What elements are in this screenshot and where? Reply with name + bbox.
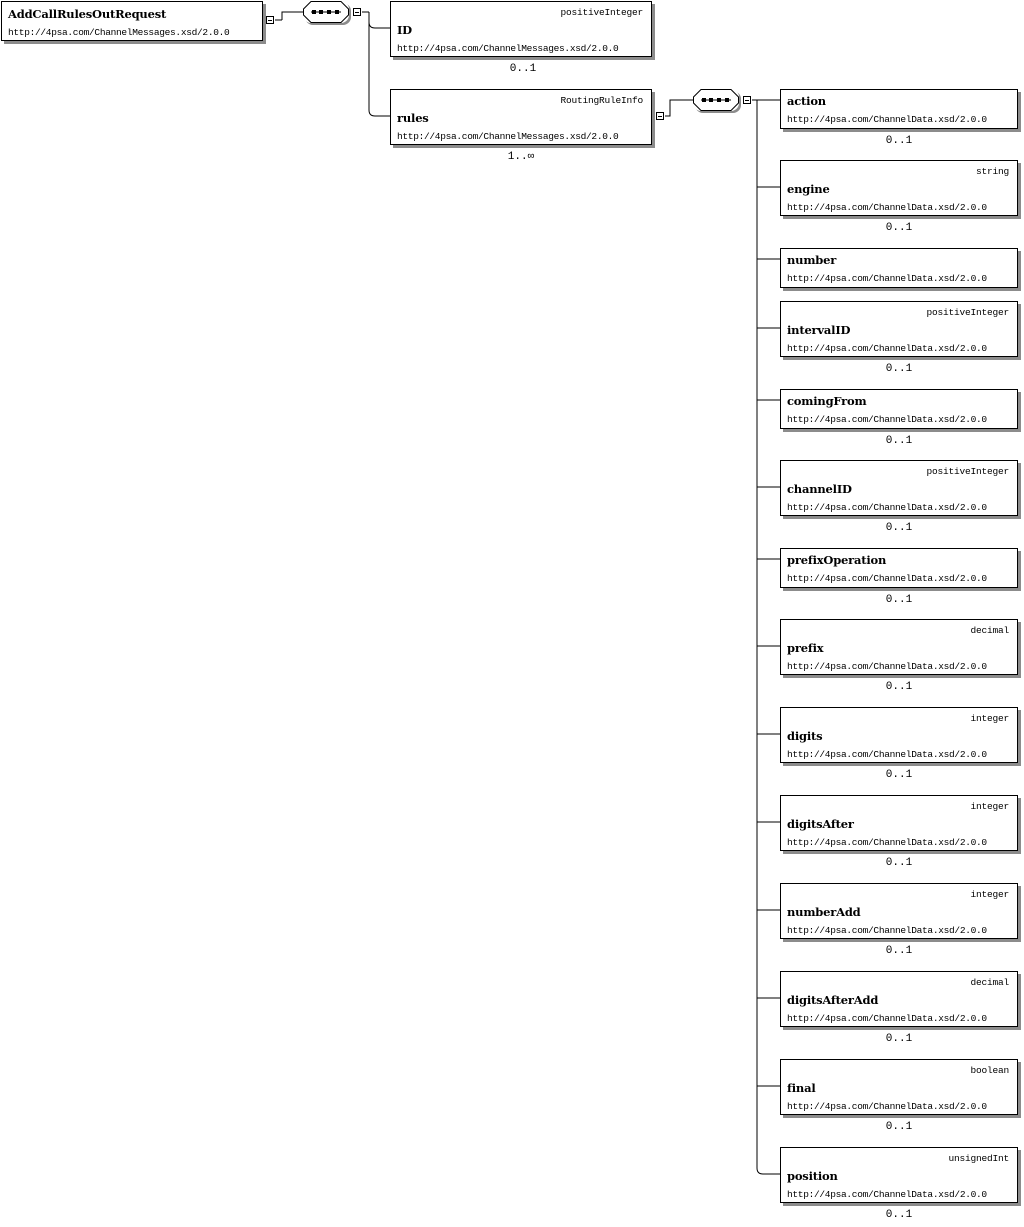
child-element-name: final: [787, 1081, 816, 1095]
child-element-type: boolean: [970, 1065, 1009, 1076]
child-cardinality-action: 0..1: [885, 135, 913, 147]
child-element-name: intervalID: [787, 323, 851, 337]
child-element-namespace: http://4psa.com/ChannelData.xsd/2.0.0: [787, 749, 987, 760]
child-element-digits[interactable]: [780, 707, 1018, 763]
child-element-name: digitsAfterAdd: [787, 993, 879, 1007]
child-element-number[interactable]: [780, 248, 1018, 288]
child-element-type: unsignedInt: [948, 1153, 1009, 1164]
child-element-engine[interactable]: [780, 160, 1018, 216]
child-cardinality-channelID: 0..1: [885, 522, 913, 534]
child-element-namespace: http://4psa.com/ChannelData.xsd/2.0.0: [787, 273, 987, 284]
rules-cardinality: 1..∞: [507, 151, 535, 163]
sequence-collapse-toggle[interactable]: [353, 8, 361, 16]
child-cardinality-engine: 0..1: [885, 222, 913, 234]
child-cardinality-digitsAfterAdd: 0..1: [885, 1033, 913, 1045]
child-element-namespace: http://4psa.com/ChannelData.xsd/2.0.0: [787, 1101, 987, 1112]
child-element-name: digits: [787, 729, 823, 743]
child-cardinality-digits: 0..1: [885, 769, 913, 781]
child-element-channelID[interactable]: [780, 460, 1018, 516]
rules-sequence-collapse-toggle[interactable]: [743, 96, 751, 104]
rules-element-namespace: http://4psa.com/ChannelMessages.xsd/2.0.0: [397, 131, 619, 142]
child-element-prefixOperation[interactable]: [780, 548, 1018, 588]
child-element-name: digitsAfter: [787, 817, 854, 831]
child-cardinality-final: 0..1: [885, 1121, 913, 1133]
child-element-type: decimal: [970, 625, 1009, 636]
child-element-type: positiveInteger: [926, 466, 1009, 477]
child-cardinality-position: 0..1: [885, 1209, 913, 1221]
id-cardinality: 0..1: [509, 63, 537, 75]
child-element-namespace: http://4psa.com/ChannelData.xsd/2.0.0: [787, 925, 987, 936]
child-element-name: action: [787, 94, 826, 108]
rules-element-type: RoutingRuleInfo: [560, 95, 643, 106]
child-cardinality-prefixOperation: 0..1: [885, 594, 913, 606]
child-element-type: positiveInteger: [926, 307, 1009, 318]
child-element-type: integer: [970, 801, 1009, 812]
id-element-type: positiveInteger: [560, 7, 643, 18]
child-element-type: integer: [970, 889, 1009, 900]
child-element-digitsAfter[interactable]: [780, 795, 1018, 851]
child-element-digitsAfterAdd[interactable]: [780, 971, 1018, 1027]
child-element-namespace: http://4psa.com/ChannelData.xsd/2.0.0: [787, 837, 987, 848]
child-element-namespace: http://4psa.com/ChannelData.xsd/2.0.0: [787, 1013, 987, 1024]
child-element-name: channelID: [787, 482, 852, 496]
child-element-namespace: http://4psa.com/ChannelData.xsd/2.0.0: [787, 1189, 987, 1200]
child-element-prefix[interactable]: [780, 619, 1018, 675]
id-element-namespace: http://4psa.com/ChannelMessages.xsd/2.0.0: [397, 43, 619, 54]
child-element-namespace: http://4psa.com/ChannelData.xsd/2.0.0: [787, 114, 987, 125]
child-element-name: position: [787, 1169, 838, 1183]
child-element-type: integer: [970, 713, 1009, 724]
root-element-name: AddCallRulesOutRequest: [8, 7, 167, 21]
child-element-namespace: http://4psa.com/ChannelData.xsd/2.0.0: [787, 414, 987, 425]
child-element-namespace: http://4psa.com/ChannelData.xsd/2.0.0: [787, 502, 987, 513]
child-element-namespace: http://4psa.com/ChannelData.xsd/2.0.0: [787, 343, 987, 354]
id-element-name: ID: [397, 23, 412, 37]
rules-collapse-toggle[interactable]: [656, 112, 664, 120]
child-element-name: comingFrom: [787, 394, 867, 408]
child-element-position[interactable]: [780, 1147, 1018, 1203]
id-element-box[interactable]: [390, 1, 652, 57]
sequence-compositor-icon[interactable]: [303, 1, 349, 23]
child-connector-line: [757, 1168, 780, 1174]
child-element-name: numberAdd: [787, 905, 861, 919]
child-element-namespace: http://4psa.com/ChannelData.xsd/2.0.0: [787, 202, 987, 213]
child-element-name: number: [787, 253, 837, 267]
rules-to-sequence-line: [665, 100, 693, 116]
child-cardinality-prefix: 0..1: [885, 681, 913, 693]
child-cardinality-digitsAfter: 0..1: [885, 857, 913, 869]
child-element-intervalID[interactable]: [780, 301, 1018, 357]
sequence-to-id-line: [369, 12, 390, 28]
child-element-name: engine: [787, 182, 830, 196]
root-collapse-toggle[interactable]: [266, 16, 274, 24]
child-element-type: decimal: [970, 977, 1009, 988]
child-element-namespace: http://4psa.com/ChannelData.xsd/2.0.0: [787, 661, 987, 672]
child-cardinality-comingFrom: 0..1: [885, 435, 913, 447]
child-cardinality-intervalID: 0..1: [885, 363, 913, 375]
rules-element-box[interactable]: [390, 89, 652, 145]
child-element-namespace: http://4psa.com/ChannelData.xsd/2.0.0: [787, 573, 987, 584]
child-element-name: prefix: [787, 641, 824, 655]
child-element-comingFrom[interactable]: [780, 389, 1018, 429]
child-element-numberAdd[interactable]: [780, 883, 1018, 939]
child-element-name: prefixOperation: [787, 553, 887, 567]
child-element-final[interactable]: [780, 1059, 1018, 1115]
child-cardinality-numberAdd: 0..1: [885, 945, 913, 957]
root-to-sequence-line: [282, 12, 303, 20]
root-element-namespace: http://4psa.com/ChannelMessages.xsd/2.0.0: [8, 27, 230, 38]
child-element-type: string: [975, 166, 1009, 177]
rules-element-name: rules: [397, 111, 429, 125]
child-element-action[interactable]: [780, 89, 1018, 129]
rules-sequence-compositor-icon[interactable]: [693, 89, 739, 111]
root-element-box[interactable]: [1, 1, 263, 41]
